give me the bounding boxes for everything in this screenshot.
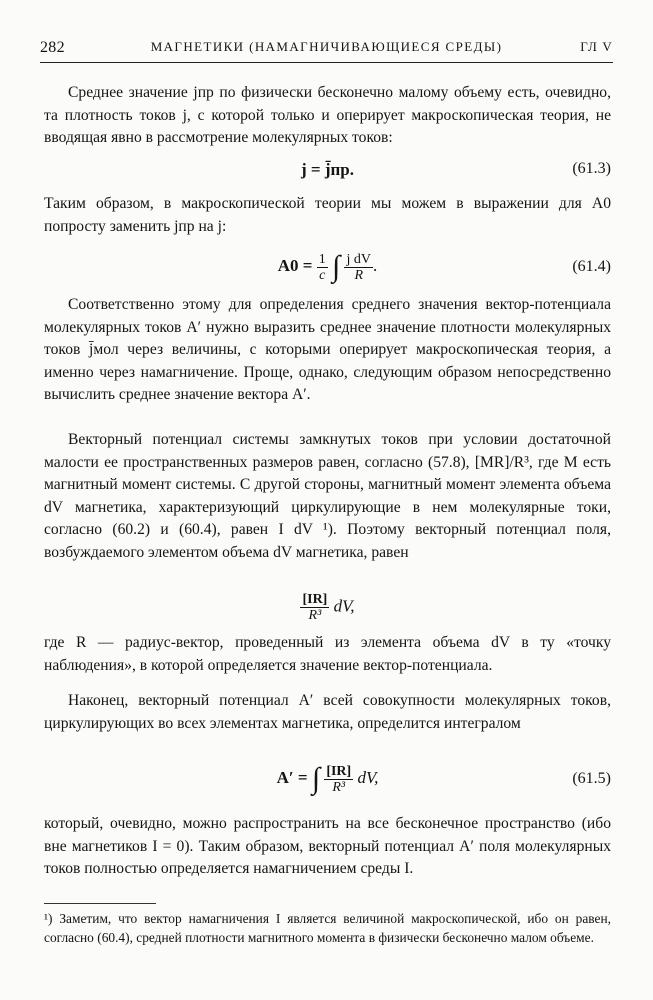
- chapter-label: ГЛ V: [580, 39, 613, 54]
- paragraph-3: Соответственно этому для определения среднего значения вектор-потенциала молекулярных токов A′ нужно выразить среднее значение плотности молекулярных токов j̄мол через величины, с которыми оперирует макроскопическая теория, а именно через намагничение. Проще, однако, следующим образом непосредственно вычислить среднее значение вектора A′.: [44, 296, 611, 403]
- eq-61-5-den: R³: [332, 779, 346, 795]
- equation-61-5-number: (61.5): [572, 770, 611, 787]
- eq-61-4-num: j dV: [346, 251, 371, 267]
- integral-sign: ∫: [311, 762, 321, 795]
- paragraph-1: Среднее значение jпр по физически бесконечно малому объему есть, очевидно, та плотность токов j, с которой только и оперирует макроскопическая теория, не вводящая явно в рассмотрение молекулярных токов:: [44, 84, 611, 146]
- eq-unnumbered-num: [IR]: [302, 592, 328, 607]
- paragraph-2: Таким образом, в макроскопической теории мы можем в выражении для A0 попросту заменить jпр на j:: [44, 195, 611, 235]
- equation-61-4-expr: [44, 250, 611, 284]
- equation-61-3-expr: j = j̄пр.: [300, 160, 354, 179]
- eq-61-4-fraction: [344, 252, 373, 283]
- paragraph-7: который, очевидно, можно распространить на все бесконечное пространство (ибо вне магнетиков I = 0). Таким образом, векторный потенциал A′ поля молекулярных токов полностью определяется намагничением среды I.: [44, 815, 611, 877]
- eq-61-4-coef-num: 1: [318, 251, 326, 267]
- eq-61-5-lhs: A′ =: [276, 767, 308, 787]
- equation-unnumbered: [44, 592, 611, 632]
- eq-61-4-coef: [317, 252, 328, 283]
- eq-61-5-num: [IR]: [326, 763, 352, 779]
- eq-61-4-den: R: [354, 267, 363, 283]
- equation-61-3: [44, 160, 611, 190]
- eq-61-5-tail: dV,: [357, 767, 379, 787]
- equation-61-4: [44, 250, 611, 290]
- footnote-rule: [44, 903, 156, 904]
- paragraph-6: Наконец, векторный потенциал A′ всей совокупности молекулярных токов, циркулирующих во всех элементах магнетика, определится интегралом: [44, 692, 611, 732]
- eq-61-4-coef-den: c: [319, 267, 326, 283]
- eq-unnumbered-den: R³: [308, 608, 322, 623]
- equation-61-5: [44, 762, 611, 802]
- eq-61-4-lhs: A0 =: [277, 255, 313, 275]
- footnote: ¹) Заметим, что вектор намагничения I является величиной макроскопической, ибо он равен, согласно (60.4), средней плотности магнитного момента в физически бесконечно малом объеме.: [44, 911, 611, 945]
- equation-unnumbered-expr: [44, 592, 611, 623]
- paragraph-5: где R — радиус-вектор, проведенный из элемента объема dV в ту «точку наблюдения», в которой определяется значение вектор-потенциала.: [44, 634, 611, 674]
- page-number: 282: [40, 39, 65, 56]
- equation-61-4-number: (61.4): [572, 258, 611, 275]
- integral-sign: ∫: [332, 250, 341, 283]
- header-rule: [40, 62, 613, 63]
- running-title: МАГНЕТИКИ (НАМАГНИЧИВАЮЩИЕСЯ СРЕДЫ): [150, 39, 503, 54]
- page-header: [40, 39, 613, 61]
- equation-61-3-number: (61.3): [572, 160, 611, 177]
- paragraph-4: Векторный потенциал системы замкнутых токов при условии достаточной малости ее пространственных размеров равен, согласно (57.8), [MR]/R³, где M есть магнитный момент системы. С другой стороны, магнитный момент элемента объема dV магнетика, характеризующий циркулирующие в нем молекулярные токи, согласно (60.2) и (60.4), равен I dV ¹). Поэтому векторный потенциал поля, возбуждаемого элементом объема dV магнетика, равен: [44, 431, 611, 561]
- eq-unnumbered-fraction: [300, 592, 329, 623]
- eq-unnumbered-tail: dV,: [333, 596, 355, 616]
- equation-61-5-expr: [44, 762, 611, 796]
- eq-61-4-end: .: [372, 255, 378, 275]
- eq-61-5-fraction: [324, 764, 353, 795]
